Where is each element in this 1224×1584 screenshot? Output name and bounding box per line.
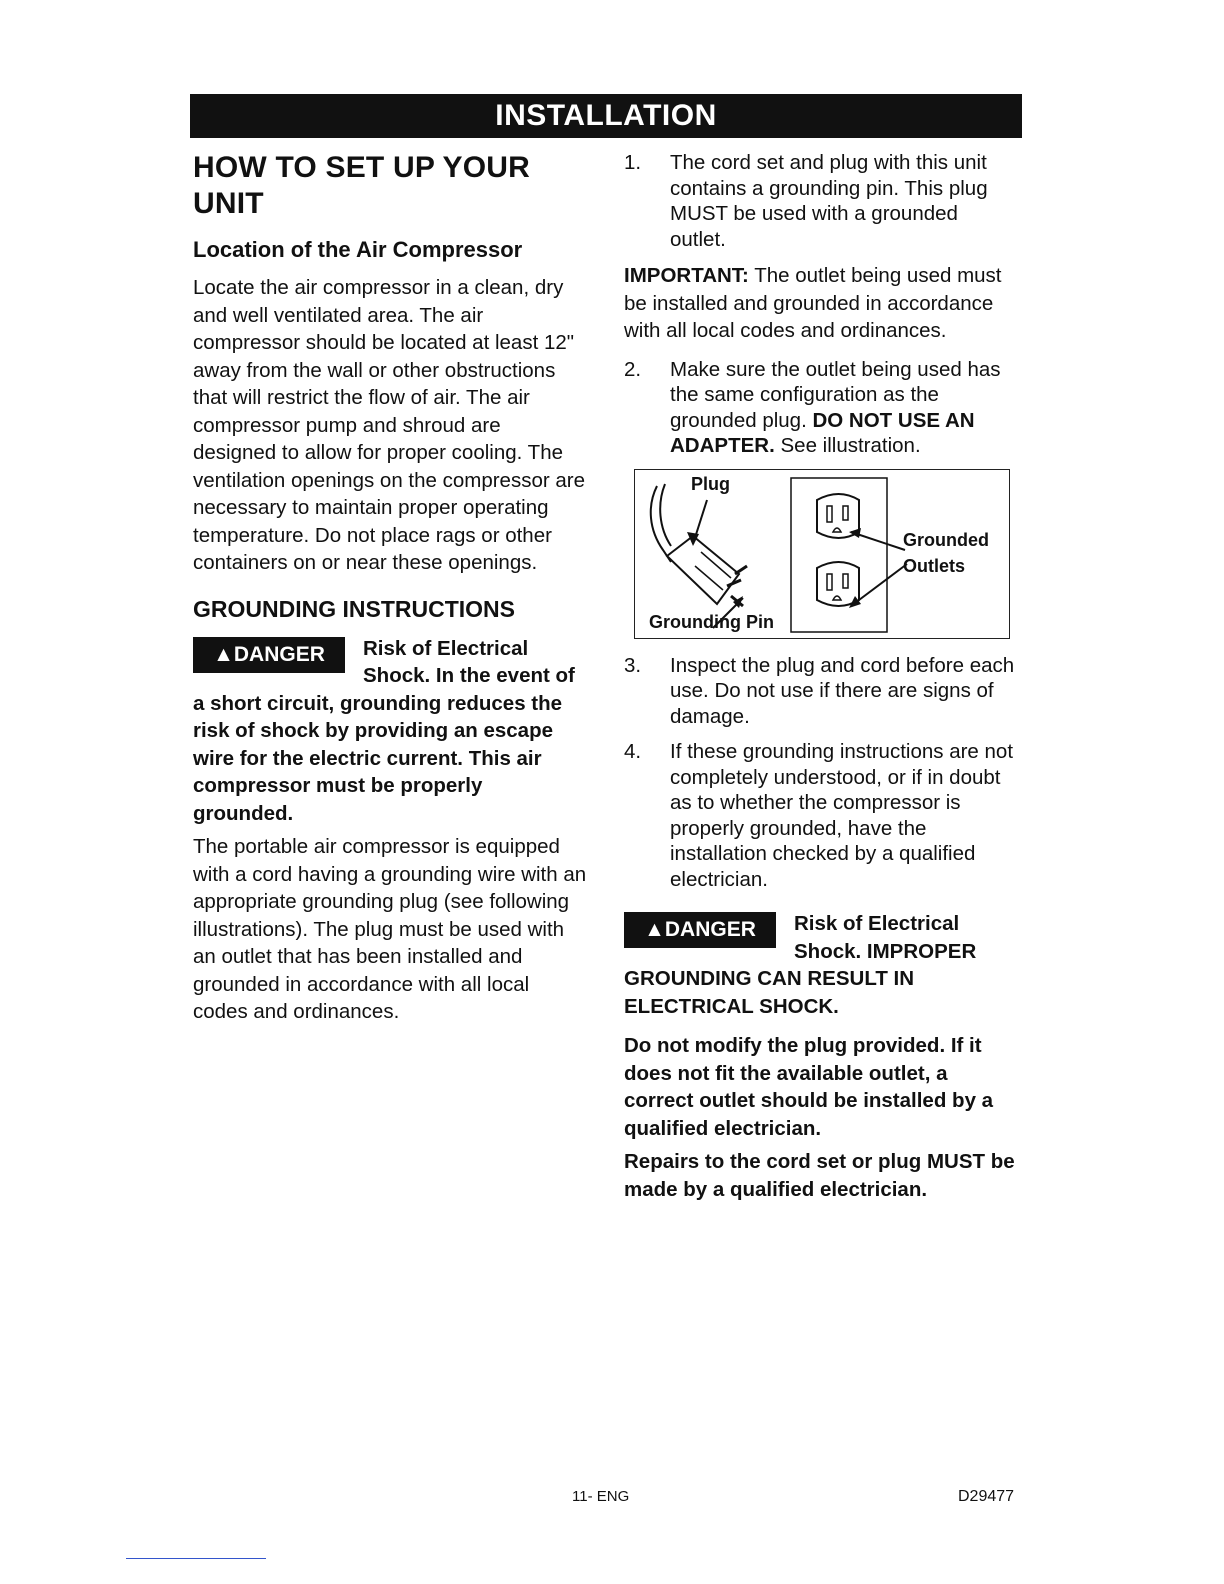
modify-warning: Do not modify the plug provided. If it does not fit the available outlet, a correct outlet should be installed by a qualified electrician. [624,1034,994,1140]
step-item [624,357,1019,459]
section-banner: INSTALLATION [190,94,1022,138]
outlets-label-line2: Outlets [903,555,966,576]
danger-warning-1 [193,635,588,828]
document-code: D29477 [958,1488,1015,1505]
steps-list-a [624,150,1019,252]
steps-list-b [624,357,1019,459]
step-item [624,653,1019,730]
grounding-pin-label: Grounding Pin [649,611,774,632]
step-item [624,150,1019,252]
step-text: If these grounding instructions are not completely understood, or if in doubt as to whether the compressor is properly grounded, have the installation checked by a qualified electrician. [670,740,1014,891]
step-text: The cord set and plug with this unit contains a grounding pin. This plug MUST be used with a grounded outlet. [670,151,988,251]
step-emphasis: DO NOT USE AN ADAPTER. [670,408,975,457]
bottom-rule [126,1558,266,1559]
step-number: 3. [624,653,642,677]
step-text-tail: See illustration. [774,434,921,457]
location-paragraph: Locate the air compressor in a clean, dry and well ventilated area. The air compressor should be located at least 12" away from the wall or other obstructions that will restrict the flow of air. The air compressor pump and shroud are designed to allow for proper cooling. The ventilation openings on the compressor are necessary to maintain proper operating temperature. Do not place rags or other containers on or near these openings. [193,276,586,574]
plug-label: Plug [691,473,730,494]
outlets-label-line1: Grounded [903,529,989,550]
step-number: 2. [624,357,642,381]
left-column [193,150,588,1026]
important-note [624,262,1019,345]
page-heading: HOW TO SET UP YOUR UNIT [193,151,530,220]
page-number: 11- ENG [572,1488,630,1505]
location-heading: Location of the Air Compressor [193,237,523,262]
grounding-paragraph: The portable air compressor is equipped with a cord having a grounding wire with an appropriate grounding plug (see following illustrations). The plug must be used with an outlet that has been installed and grounded in accordance with all local codes and ordinances. [193,835,587,1023]
step-text: Inspect the plug and cord before each use. Do not use if there are signs of damage. [670,653,1015,728]
important-label: IMPORTANT: [624,264,749,287]
important-text: The outlet being used must be installed and grounded in accordance with all local codes and ordinances. [624,264,1002,342]
step-number: 4. [624,740,642,763]
danger-warning-text: Risk of Electrical Shock. IMPROPER GROUNDING CAN RESULT IN ELECTRICAL SHOCK. [624,912,977,1018]
danger-badge: ▲DANGER [624,912,776,948]
step-text: Make sure the outlet being used has the same configuration as the grounded plug. [670,357,1001,432]
right-column [624,150,1019,1203]
step-number: 1. [624,151,642,174]
plug-outlet-illustration [634,469,1010,639]
grounding-heading: GROUNDING INSTRUCTIONS [193,595,515,622]
step-item [624,739,1019,892]
danger-warning-2 [624,910,1019,1020]
danger-warning-text: Risk of Electrical Shock. In the event of a short circuit, grounding reduces the risk of shock by providing an escape wire for the electric current. This air compressor must be properly grounded. [193,636,575,825]
danger-badge: ▲DANGER [193,637,345,673]
steps-list-c [624,653,1019,893]
repairs-warning: Repairs to the cord set or plug MUST be made by a qualified electrician. [624,1150,1015,1201]
